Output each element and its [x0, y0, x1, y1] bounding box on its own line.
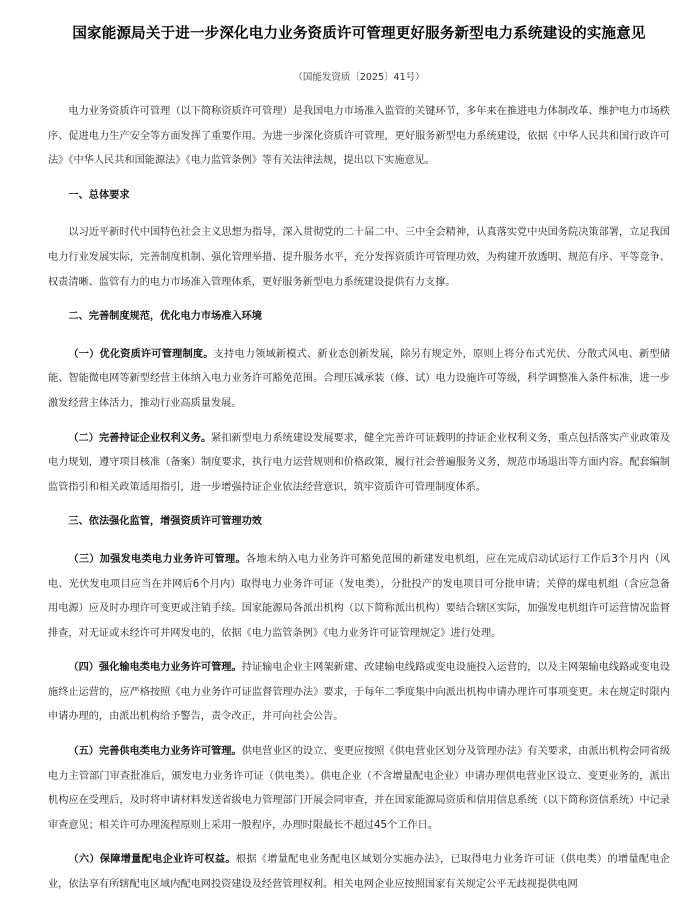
item-paragraph-4 [48, 656, 670, 730]
item-paragraph-6 [48, 848, 670, 897]
item-paragraph-5 [48, 740, 670, 838]
item-text-3: 各地未纳入电力业务许可豁免范围的新建发电机组，应在完成启动试运行工作后3个月内（风电、光伏发电项目应当在并网后6个月内）取得电力业务许可证（发电类），分批投产的发电项目可分批申请；关停的煤电机组（含应急备用电源）应及时办理许可变更或注销手续。国家能源局各派出机构（以下简称派出机构）要结合辖区实际，加强发电机组许可运营情况监督排查，对无证或未经许可并网发电的，依据《电力监管条例》《电力业务许可证管理规定》进行处理。 [48, 553, 670, 639]
item-lead-2: （二）完善持证企业权利义务。 [68, 432, 212, 444]
item-lead-4: （四）强化输电类电力业务许可管理。 [68, 662, 242, 674]
document-body [48, 100, 670, 898]
section-heading-1: 一、总体要求 [68, 189, 130, 201]
item-text-6: 根据《增量配电业务配电区域划分实施办法》，已取得电力业务许可证（供电类）的增量配电企业，依法享有所辖配电区域内配电网投资建设及经营管理权利。相关电网企业应按照国家有关规定公平无歧视提供电网 [48, 854, 670, 891]
item-paragraph-2 [48, 427, 670, 501]
section-heading-3: 三、依法强化监管，增强资质许可管理功效 [68, 516, 262, 528]
section-heading-2: 二、完善制度规范，优化电力市场准入环境 [68, 311, 262, 323]
section-1-paragraph: 以习近平新时代中国特色社会主义思想为指导，深入贯彻党的二十届二中、三中全会精神，认真落实党中央国务院决策部署，立足我国电力行业发展实际，完善制度机制、强化管理举措、提升服务水平，充分发挥资质许可管理功效，为构建开放透明、规范有序、平等竞争、权责清晰、监管有力的电力市场准入管理体系，更好服务新型电力系统建设提供有力支撑。 [48, 227, 670, 288]
document-number: （国能发资质〔2025〕41号） [293, 72, 425, 83]
item-text-2: 紧扣新型电力系统建设发展要求，健全完善许可证载明的持证企业权利义务，重点包括落实产业政策及电力规划，遵守项目核准（备案）制度要求，执行电力运营规则和价格政策，履行社会普遍服务义务，规范市场退出等方面内容。配套编制监管指引和相关政策适用指引，进一步增强持证企业依法经营意识，筑牢资质许可管理制度体系。 [48, 432, 671, 493]
item-lead-1: （一）优化资质许可管理制度。 [68, 348, 214, 360]
item-paragraph-3 [48, 548, 670, 646]
item-text-4: 持证输电企业主网架新建、改建输电线路或变电设施投入运营的，以及主网架输电线路或变电设施终止运营的，应严格按照《电力业务许可证监督管理办法》要求，于每年二季度集中向派出机构申请办理许可事项变更。未在规定时限内申请办理的，由派出机构给予警告，责令改正，并可向社会公告。 [48, 662, 671, 723]
document-title: 国家能源局关于进一步深化电力业务资质许可管理更好服务新型电力系统建设的实施意见 [72, 26, 646, 42]
item-lead-3: （三）加强发电类电力业务许可管理。 [68, 553, 246, 565]
item-paragraph-1 [48, 343, 670, 417]
item-lead-6: （六）保障增量配电企业许可权益。 [68, 854, 236, 866]
item-text-5: 供电营业区的设立、变更应按照《供电营业区划分及管理办法》有关要求，由派出机构会同省级电力主管部门审查批准后，颁发电力业务许可证（供电类）。供电企业（不含增量配电企业）申请办理供电营业区设立、变更业务的，派出机构应在受理后，及时将申请材料发送省级电力管理部门开展会同审查，并在国家能源局资质和信用信息系统（以下简称资信系统）中记录审查意见；相关许可办理流程原则上采用一般程序，办理时限最长不超过45个工作日。 [48, 746, 671, 831]
item-text-1: 支持电力领域新模式、新业态创新发展，除另有规定外，原则上将分布式光伏、分散式风电、新型储能、智能微电网等新型经营主体纳入电力业务许可豁免范围。合理压减承装（修、试）电力设施许可等级，科学调整准入条件标准，进一步激发经营主体活力，推动行业高质量发展。 [48, 348, 670, 409]
intro-paragraph: 电力业务资质许可管理（以下简称资质许可管理）是我国电力市场准入监管的关键环节，多年来在推进电力体制改革、维护电力市场秩序、促进电力生产安全等方面发挥了重要作用。为进一步深化资质许可管理，更好服务新型电力系统建设，依据《中华人民共和国行政许可法》《中华人民共和国能源法》《电力监管条例》等有关法律法规，提出以下实施意见。 [48, 106, 670, 167]
item-lead-5: （五）完善供电类电力业务许可管理。 [68, 746, 242, 758]
